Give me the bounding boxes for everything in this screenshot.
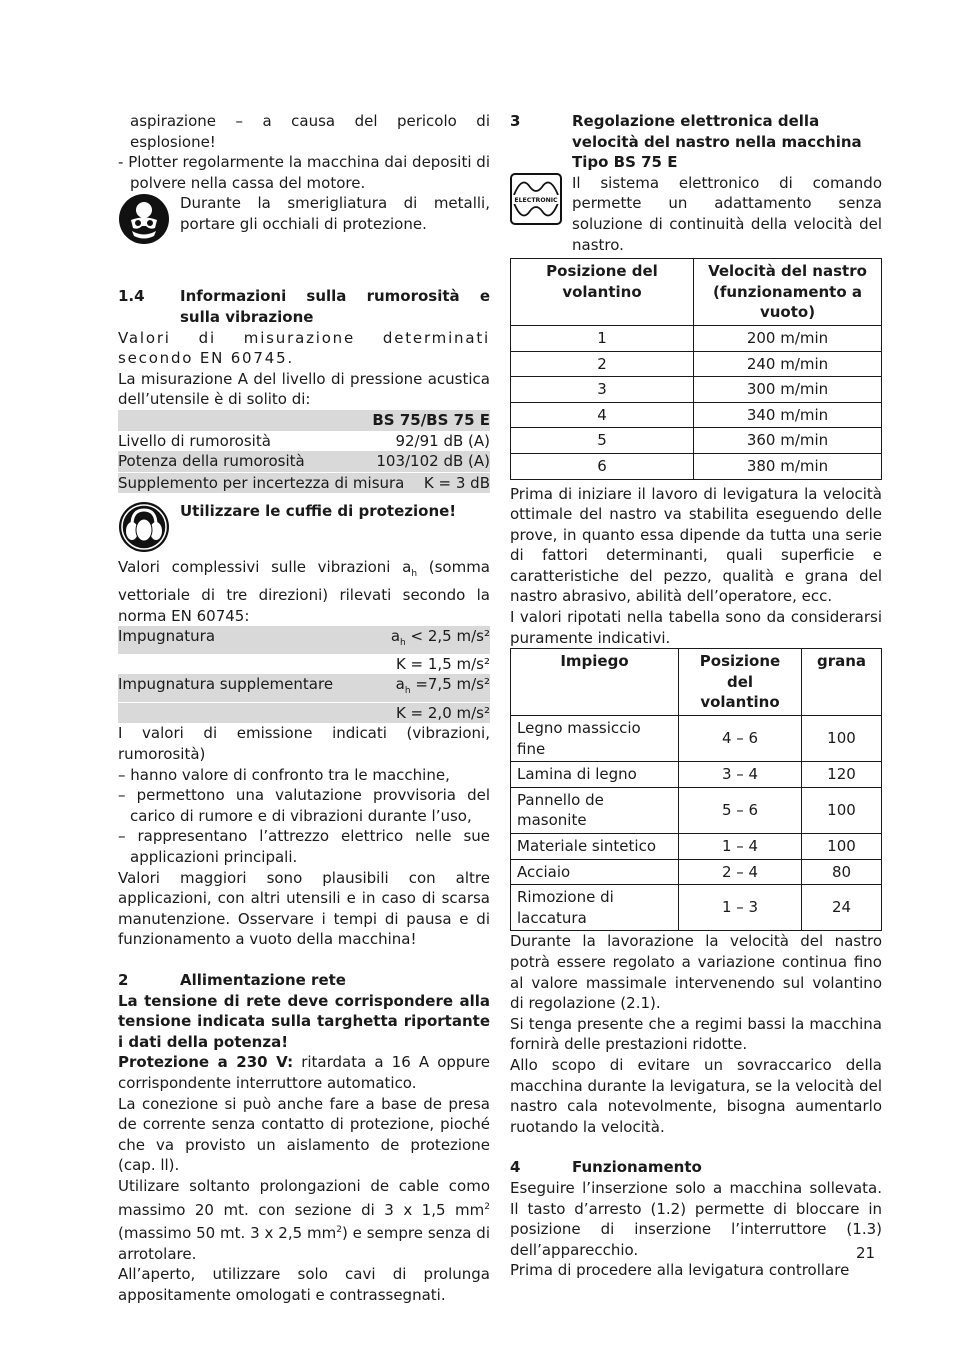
s2-p2: Utilizare soltanto prolongazioni de cable como massimo 20 mt. con sezione di 3 x 1,5 $mm^2$ (massimo 50 mt. 3 x 2,5 $mm^2$) e sempre senza di arrotolare. [118, 1176, 490, 1263]
bullet-plotter: - Plotter regolarmente la macchina dai depositi di polvere nella cassa del motore. [118, 153, 490, 192]
section-3-heading: 3 Regolazione elettronica della velocità del nastro nella macchina Tipo BS 75 E [510, 112, 862, 172]
emission-intro: I valori di emissione indicati (vibrazioni, rumorosità) [118, 724, 490, 764]
s2-p1: La conezione si può anche fare a base de presa de corrente senza contatto di protezione, pioché che va provisto un aislamento de protezione (cap. ll). [118, 1094, 490, 1175]
table-row: Lamina di legno 3 – 4 120 [511, 762, 882, 788]
use-table-header: Impiego Posizione del volantino grana [511, 649, 882, 716]
noise-row: Livello di rumorosità 92/91 dB (A) [118, 431, 490, 450]
emission-item: – rappresentano l’attrezzo elettrico nelle sue applicazioni principali. [118, 827, 490, 867]
table-row: Pannello de masonite 5 – 6 100 [511, 787, 882, 833]
vibration-k: K = 2,0 m/s² [118, 702, 490, 724]
s3-p5: Allo scopo di evitare un sovraccarico della macchina durante la levigatura, se la velocità del nastro cala notevolmente, bisogna aumentarlo ruotando la velocità. [510, 1055, 882, 1136]
noise-table [118, 410, 490, 493]
electronic-notice [510, 173, 882, 255]
electronic-label: ELECTRONIC [514, 196, 558, 204]
table-row: 5 360 m/min [511, 428, 882, 454]
section-1-4-heading: 1.4 Informazioni sulla rumorosità e sulla vibrazione [118, 287, 490, 326]
table-row: 4 340 m/min [511, 402, 882, 428]
vibration-intro: Valori complessivi sulle vibrazioni $a_h$ (somma vettoriale di tre direzioni) rilevati secondo la norma EN 60745: [118, 558, 490, 625]
noise-header: BS 75/BS 75 E [118, 410, 490, 431]
vibration-row: Impugnatura $a_h < 2,5$ m/s² [118, 626, 490, 654]
ear-protection-icon [118, 501, 170, 553]
speed-table-header: Posizione del volantino Velocità del nastro (funzionamento a vuoto) [511, 259, 882, 326]
goggles-notice [118, 193, 490, 245]
s4-p2: Prima di procedere alla levigatura controllare [510, 1261, 850, 1280]
s4-p1: Eseguire l’inserzione solo a macchina sollevata. Il tasto d’arresto (1.2) permette di bloccare in posizione di inserzione l’interruttore (1.3) dell’apparecchio. [510, 1178, 882, 1259]
s3-p1: Prima di iniziare il lavoro di levigatura la velocità ottimale del nastro va stabilita eseguendo delle prove, in quanto essa dipende da tutta una serie di fattori determinanti, quali superficie e caratteristiche del pezzo, qualità e grana del nastro abrasivo, abilità dell’operatore, ecc. [510, 484, 882, 606]
s3-p3: Durante la lavorazione la velocità del nastro potrà essere regolato a variazione continua fino al valore massimale intervenendo sul volantino di regolazione (2.1). [510, 932, 882, 1013]
use-table [510, 648, 882, 931]
page-number: 21 [856, 1244, 876, 1262]
s3-text: Il sistema elettronico di comando permette un adattamento senza soluzione di continuità della velocità del nastro. [572, 173, 882, 254]
goggles-text: Durante la smerigliatura di metalli, portare gli occhiali di protezione. [180, 194, 490, 233]
emission-p2: Valori maggiori sono plausibili con altre applicazioni, con altri utensili e in caso di scarsa manutenzione. Osservare i tempi di pausa e di funzionamento a vuoto della macchina! [118, 868, 490, 949]
s2-protection: Protezione a 230 V: ritardata a 16 A oppure corrispondente interruttore automatico. [118, 1053, 490, 1092]
vibration-k: K = 1,5 m/s² [395, 654, 490, 673]
earmuff-text: Utilizzare le cuffie di protezione! [180, 502, 457, 521]
left-column [118, 111, 490, 1306]
table-row: Rimozione di laccatura 1 – 3 24 [511, 885, 882, 931]
table-row: Acciaio 2 – 4 80 [511, 859, 882, 885]
intro-line: aspirazione – a causa del pericolo di esplosione! [130, 112, 490, 151]
speed-table [510, 258, 882, 479]
emission-item: – permettono una valutazione provvisoria del carico di rumore e di vibrazioni durante l’uso, [118, 786, 490, 825]
vibration-table [118, 626, 490, 723]
right-column [510, 111, 882, 1281]
noise-row: Potenza della rumorosità 103/102 dB (A) [118, 452, 490, 471]
safety-goggles-icon [118, 193, 170, 245]
s2-warning: La tensione di rete deve corrispondere alla tensione indicata sulla targhetta riportante i dati della potenza! [118, 991, 490, 1051]
table-row: Materiale sintetico 1 – 4 100 [511, 834, 882, 860]
s2-p3: All’aperto, utilizzare solo cavi di prolunga appositamente omologati e contrassegnati. [118, 1265, 490, 1304]
s3-p4: Si tenga presente che a regimi bassi la macchina fornirà delle prestazioni ridotte. [510, 1014, 882, 1054]
electronic-icon [510, 173, 562, 225]
noise-row: Supplemento per incertezza di misura K = 3 dB [118, 473, 490, 492]
table-row: Legno massiccio fine 4 – 6 100 [511, 716, 882, 762]
table-row: 6 380 m/min [511, 453, 882, 479]
emission-item: – hanno valore di confronto tra le macchine, [118, 765, 450, 784]
vibration-row: Impugnatura supplementare $a_h =7,5$ m/s² [118, 674, 490, 702]
s14-p1: Valori di misurazione determinati secondo EN 60745. [118, 328, 490, 368]
s3-p2: I valori ripotati nella tabella sono da considerarsi puramente indicativi. [510, 608, 882, 647]
table-row: 1 200 m/min [511, 325, 882, 351]
s14-p2: La misurazione A del livello di pressione acustica dell’utensile è di solito di: [118, 369, 490, 409]
table-row: 3 300 m/min [511, 377, 882, 403]
earmuff-notice [118, 501, 490, 553]
table-row: 2 240 m/min [511, 351, 882, 377]
section-2-heading: 2 Allimentazione rete [118, 971, 346, 989]
section-4-heading: 4 Funzionamento [510, 1158, 702, 1177]
